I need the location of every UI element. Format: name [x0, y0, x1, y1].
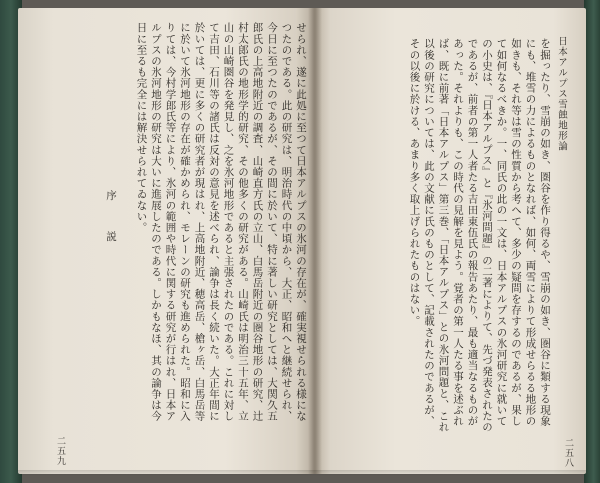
- right-page: [314, 8, 586, 474]
- right-page-body-text: を掘ったり、雪崩の如き、圏谷を作り得るや、雪崩の如き、圏谷に類する現象にも、堆雪の力によるものとなれば、如何、両雪によりて形成せらるる地形の如きも、それ等は雪の性質から考へて、多少の疑問を存するのであるが、果して如何なるべきか。一、同氏の此の一文は、日本アルプスの氷河研究に就いての小史は、『日本アルプス』と『氷河問題』の二著によりて、先づ発表されたのであるが、前者の第一人者たる吉田東伍氏の報告あたり、最も適当なるものがあった。それよりも、この時代の見解を見よう。覚者の第一人たる事を述ぶれば、既に前著「日本アルプス」第三巻、「日本アルプス」との氷河問題と、これ以後の研究については、此の文献に氏のものとして、記載されたのであるが、その以後に於ける、あまり多く取上げられたものはない。: [408, 38, 551, 433]
- left-page-body-text: せられ、遂に此処に至つて日本アルプスの氷河の存在が、確実視せられる様になつたのである。此の研究は、明治時代の中頃から、大正、昭和へと継続せられ、今日に至つたのであるが、その間に於いて、特に著しい研究としては、大関久五郎氏の上高地附近の調査、山崎直方氏の立山、白馬岳附近の圏谷地形の研究、辻村太郎氏の地形学的研究、その他多くの研究がある。山崎氏は明治三十五年、立山の山崎圏谷を発見し、之を氷河地形であると主張されたのである。これに対して吉田、石川等の諸氏は反対の意見を述べられ、論争は長く続いた。大正年間に於いては、更に多くの研究者が現はれ、上高地附近、穂高岳、槍ヶ岳、白馬岳等に於いて氷河地形の存在が確かめられ、モレーンの研究も進められた。昭和に入りては、今村学郎氏等により、氷河の範囲や時代に関する研究が行はれ、日本アルプスの氷河地形の研究は大いに進展したのである。しかもなほ、其の論争は今日に至るも完全には解決せられてゐない。: [135, 22, 307, 422]
- right-page-number: 二五八: [563, 438, 573, 468]
- left-page-number: 二五九: [55, 436, 65, 466]
- running-header: 日本アルプス雪蝕地形論: [556, 36, 567, 152]
- page-shadow: [18, 470, 586, 476]
- book-gutter: [308, 8, 322, 474]
- section-heading: 序 説: [105, 190, 117, 252]
- left-page: [18, 8, 314, 474]
- book-cover-right-edge: [584, 0, 600, 483]
